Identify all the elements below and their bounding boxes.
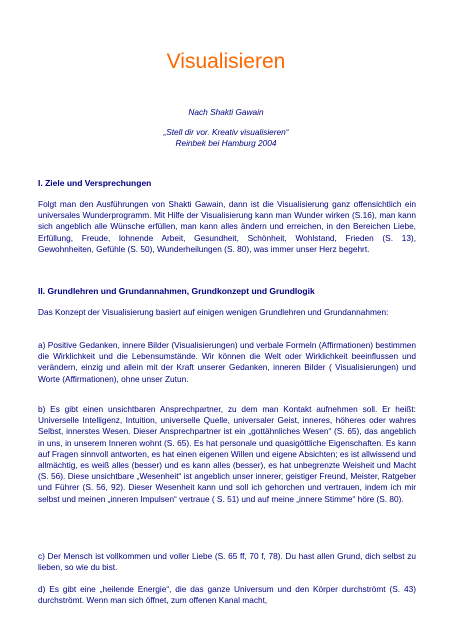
publisher-line: Reinbek bei Hamburg 2004 [175,138,277,148]
book-title-line: „Stell dir vor. Kreativ visualisieren“ [163,127,289,137]
author-line: Nach Shakti Gawain [188,107,264,117]
paragraph: c) Der Mensch ist vollkommen und voller Liebe (S. 65 ff, 70 f, 78). Du hast allen Grund, dich selbst zu lieben, so wie du bist. [38,551,416,573]
paragraph: Folgt man den Ausführungen von Shakti Gawain, dann ist die Visualisierung ganz offensichtlich ein universales Wunderprogramm. Mit Hilfe der Visualisierung kann man Wunder wirken (S.16), man kann sich angeblich alle Wünsche erfüllen, man kann alles ändern und erreichen, in den Bereichen Liebe, Erfüllung, Freude, lohnende Arbeit, Gesundheit, Schönheit, Wohlstand, Frieden (S. 13), Gewohnheiten, Gefühle (S. 50), Wunderheilungen (S. 80), was immer unser Herz begehrt. [38,199,416,254]
paragraph: Das Konzept der Visualisierung basiert auf einigen wenigen Grundlehren und Grundannahmen: [38,307,389,317]
paragraph: a) Positive Gedanken, innere Bilder (Visualisierungen) und verbale Formeln (Affirmationen) bestimmen die Wirklichkeit und die Lebensumstände. Wir können die Welt oder Wirklichkeit beeinflussen und verändern, einzig und allein mit der Kraft unserer Gedanken, inneren Bilder ( Visualisierungen) und Worte (Affirmationen), ohne unser Zutun. [38,340,416,384]
section-heading: I. Ziele und Versprechungen [38,178,152,188]
paragraph: d) Es gibt eine „heilende Energie“, die das ganze Universum und den Körper durchströmt (S. 43) durchströmt. Wenn man sich öffnet, zum offenen Kanal macht, [38,584,416,606]
document-title: Visualisieren [166,50,286,73]
section-heading: II. Grundlehren und Grundannahmen, Grundkonzept und Grundlogik [38,286,315,296]
paragraph: b) Es gibt einen unsichtbaren Ansprechpartner, zu dem man Kontakt aufnehmen soll. Er heißt: Universelle Intelligenz, Intuition, universelle Quelle, universaler Geist, inneres, höheres oder wahres Selbst, innerstes Wesen. Dieser Ansprechpartner ist ein „gottähnliches Wesen“ (S. 65), das angeblich in uns, in unserem Inneren wohnt (S. 65). Es hat personale und quasigöttliche Eigenschaften. Es kann auf Fragen sinnvoll antworten, es hat einen eigenen Willen und eigene Absichten; es ist allwissend und allmächtig, es weiß alles (besser) und es kann alles (besser), es hat unbegrenzte Weisheit und Macht (S. 56). Diese unsichtbare „Wesenheit“ ist angeblich unser innerer, geistiger Freund, Meister, Ratgeber und Führer (S. 56, 92). Dieser Wesenheit kann und soll ich gehorchen und vertrauen, indem ich mir selbst und meinen „inneren Impulsen“ vertraue ( S. 51) und auf meine „innere Stimme“ höre (S. 80). [38,404,416,504]
